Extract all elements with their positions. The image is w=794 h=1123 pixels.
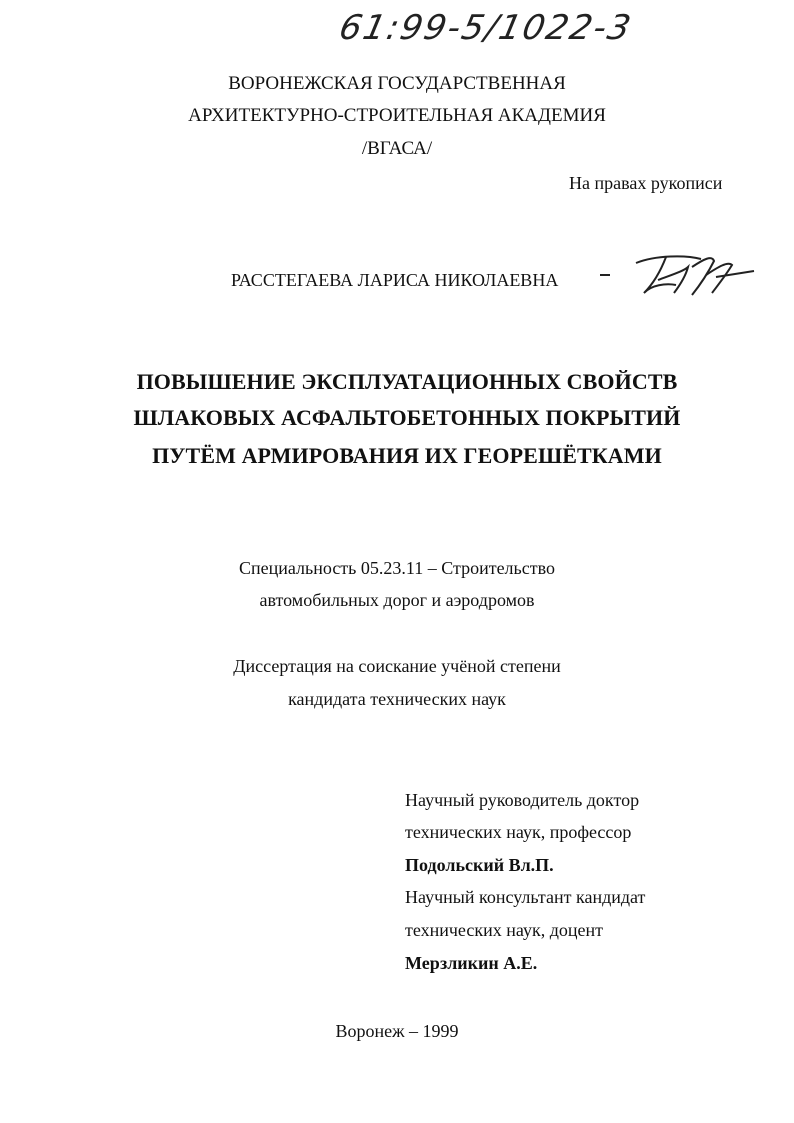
- specialty-line-1: Специальность 05.23.11 – Строительство: [239, 558, 555, 578]
- institution-line-2: АРХИТЕКТУРНО-СТРОИТЕЛЬНАЯ АКАДЕМИЯ: [188, 105, 606, 126]
- specialty-line-2: автомобильных дорог и аэродромов: [259, 590, 535, 610]
- supervisor-title-line-1: Научный руководитель доктор: [405, 790, 640, 810]
- degree-line-1: Диссертация на соискание учёной степени: [233, 656, 561, 676]
- rights-note: На правах рукописи: [569, 173, 723, 193]
- degree-line-2: кандидата технических наук: [288, 689, 506, 709]
- institution-line-1: ВОРОНЕЖСКАЯ ГОСУДАРСТВЕННАЯ: [228, 73, 566, 94]
- title-line-3: ПУТЁМ АРМИРОВАНИЯ ИХ ГЕОРЕШЁТКАМИ: [152, 443, 662, 468]
- consultant-title-line-1: Научный консультант кандидат: [405, 887, 646, 907]
- city-year: Воронеж – 1999: [335, 1021, 459, 1041]
- consultant-name: Мерзликин А.Е.: [405, 953, 538, 973]
- title-line-2: ШЛАКОВЫХ АСФАЛЬТОБЕТОННЫХ ПОКРЫТИЙ: [133, 405, 681, 430]
- supervisor-title-line-2: технических наук, профессор: [405, 822, 632, 842]
- author-signature: [596, 245, 766, 305]
- institution-abbreviation: /ВГАСА/: [361, 138, 433, 159]
- title-line-1: ПОВЫШЕНИЕ ЭКСПЛУАТАЦИОННЫХ СВОЙСТВ: [136, 369, 678, 394]
- author-name: РАССТЕГАЕВА ЛАРИСА НИКОЛАЕВНА: [231, 270, 559, 290]
- consultant-title-line-2: технических наук, доцент: [405, 920, 603, 940]
- handwritten-archive-code: 61:99-5/1022-3: [335, 8, 637, 48]
- supervisor-name: Подольский Вл.П.: [405, 855, 554, 875]
